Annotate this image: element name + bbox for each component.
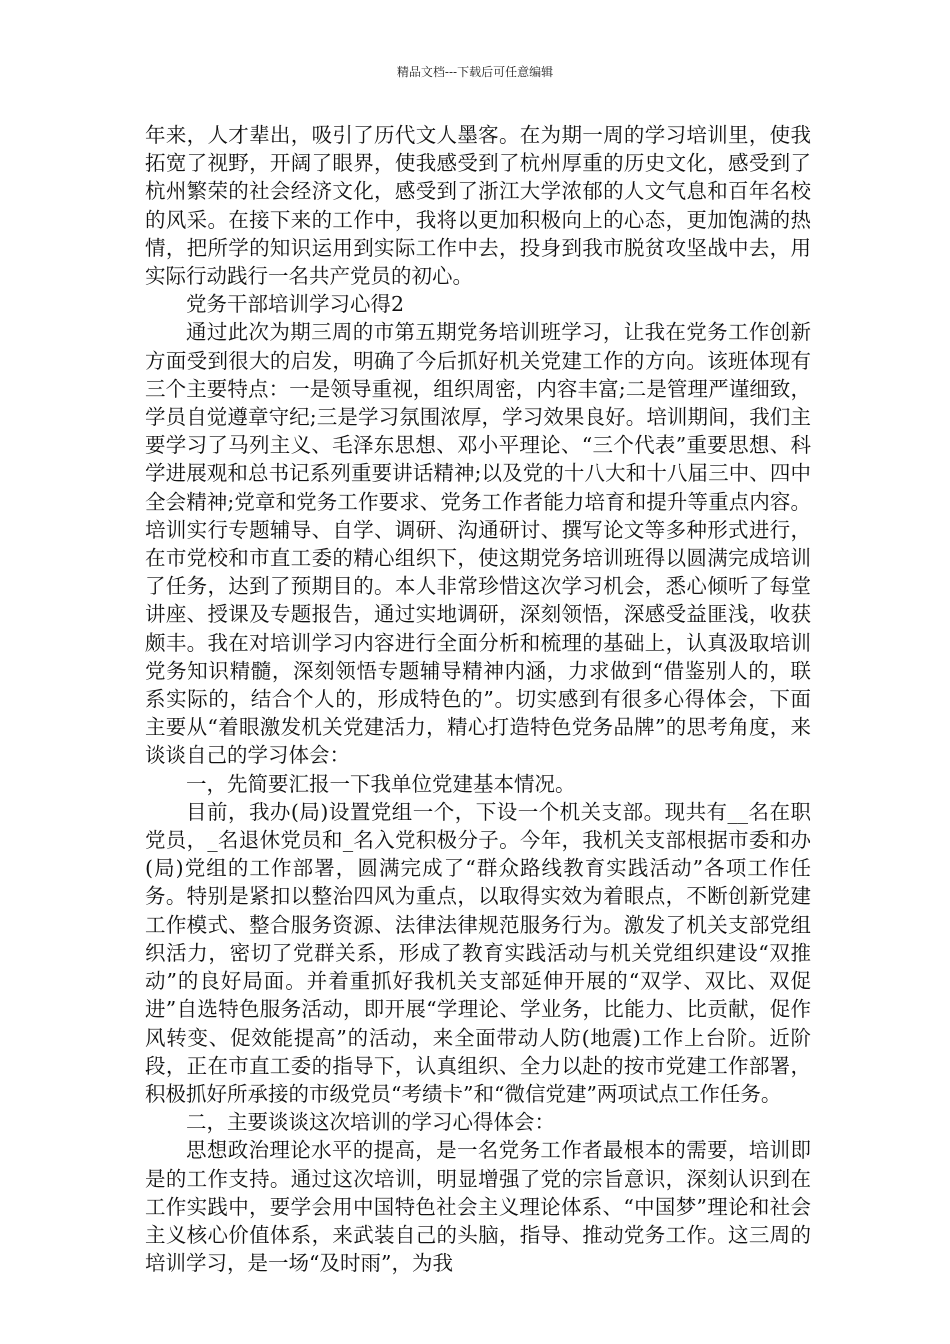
section-title: 党务干部培训学习心得2 bbox=[186, 292, 405, 317]
document-body bbox=[145, 121, 811, 1277]
paragraph-reflection: 思想政治理论水平的提高，是一名党务工作者最根本的需要，培训即是的工作支持。通过这次培训，明显增强了党的宗旨意识，深刻认识到在工作实践中，要学会用中国特色社会主义理论体系、“中国梦”理论和社会主义核心价值体系，来武装自己的头脑，指导、推动党务工作。这三周的培训学习，是一场“及时雨”，为我 bbox=[145, 1138, 811, 1276]
page-header: 精品文档---下载后可任意编辑 bbox=[396, 65, 554, 79]
subheading-two: 二，主要谈谈这次培训的学习心得体会： bbox=[186, 1110, 555, 1135]
paragraph-continuation: 年来，人才辈出，吸引了历代文人墨客。在为期一周的学习培训里，使我拓宽了视野，开阔了眼界，使我感受到了杭州厚重的历史文化，感受到了杭州繁荣的社会经济文化，感受到了浙江大学浓郁的人文气息和百年名校的风采。在接下来的工作中，我将以更加积极向上的心态，更加饱满的热情，把所学的知识运用到实际工作中去，投身到我市脱贫攻坚战中去，用实际行动践行一名共产党员的初心。 bbox=[145, 123, 811, 289]
subheading-one: 一，先简要汇报一下我单位党建基本情况。 bbox=[186, 771, 576, 796]
paragraph-status: 目前，我办(局)设置党组一个，下设一个机关支部。现共有__名在职党员，_名退休党员和_名入党积极分子。今年，我机关支部根据市委和办(局)党组的工作部署，圆满完成了“群众路线教育实践活动”各项工作任务。特别是紧扣以整治四风为重点，以取得实效为着眼点，不断创新党建工作模式、整合服务资源、法律法律规范服务行为。激发了机关支部党组织活力，密切了党群关系，形成了教育实践活动与机关党组织建设“双推动”的良好局面。并着重抓好我机关支部延伸开展的“双学、双比、双促进”自选特色服务活动，即开展“学理论、学业务，比能力、比贡献，促作风转变、促效能提高”的活动，来全面带动人防(地震)工作上台阶。近阶段，正在市直工委的指导下，认真组织、全力以赴的按市党建工作部署，积极抓好所承接的市级党员“考绩卡”和“微信党建”两项试点工作任务。 bbox=[145, 799, 811, 1106]
paragraph-intro: 通过此次为期三周的市第五期党务培训班学习，让我在党务工作创新方面受到很大的启发，明确了今后抓好机关党建工作的方向。该班体现有三个主要特点：一是领导重视，组织周密，内容丰富;二是管理严谨细致，学员自觉遵章守纪;三是学习氛围浓厚，学习效果良好。培训期间，我们主要学习了马列主义、毛泽东思想、邓小平理论、“三个代表”重要思想、科学进展观和总书记系列重要讲话精神;以及党的十八大和十八届三中、四中全会精神;党章和党务工作要求、党务工作者能力培育和提升等重点内容。培训实行专题辅导、自学、调研、沟通研讨、撰写论文等多种形式进行，在市党校和市直工委的精心组织下，使这期党务培训班得以圆满完成培训了任务，达到了预期目的。本人非常珍惜这次学习机会，悉心倾听了每堂讲座、授课及专题报告，通过实地调研，深刻领悟，深感受益匪浅，收获颇丰。我在对培训学习内容进行全面分析和梳理的基础上，认真汲取培训党务知识精髓，深刻领悟专题辅导精神内涵，力求做到“借鉴别人的，联系实际的，结合个人的，形成特色的”。切实感到有很多心得体会，下面主要从“着眼激发机关党建活力，精心打造特色党务品牌”的思考角度，来谈谈自己的学习体会： bbox=[145, 320, 811, 768]
